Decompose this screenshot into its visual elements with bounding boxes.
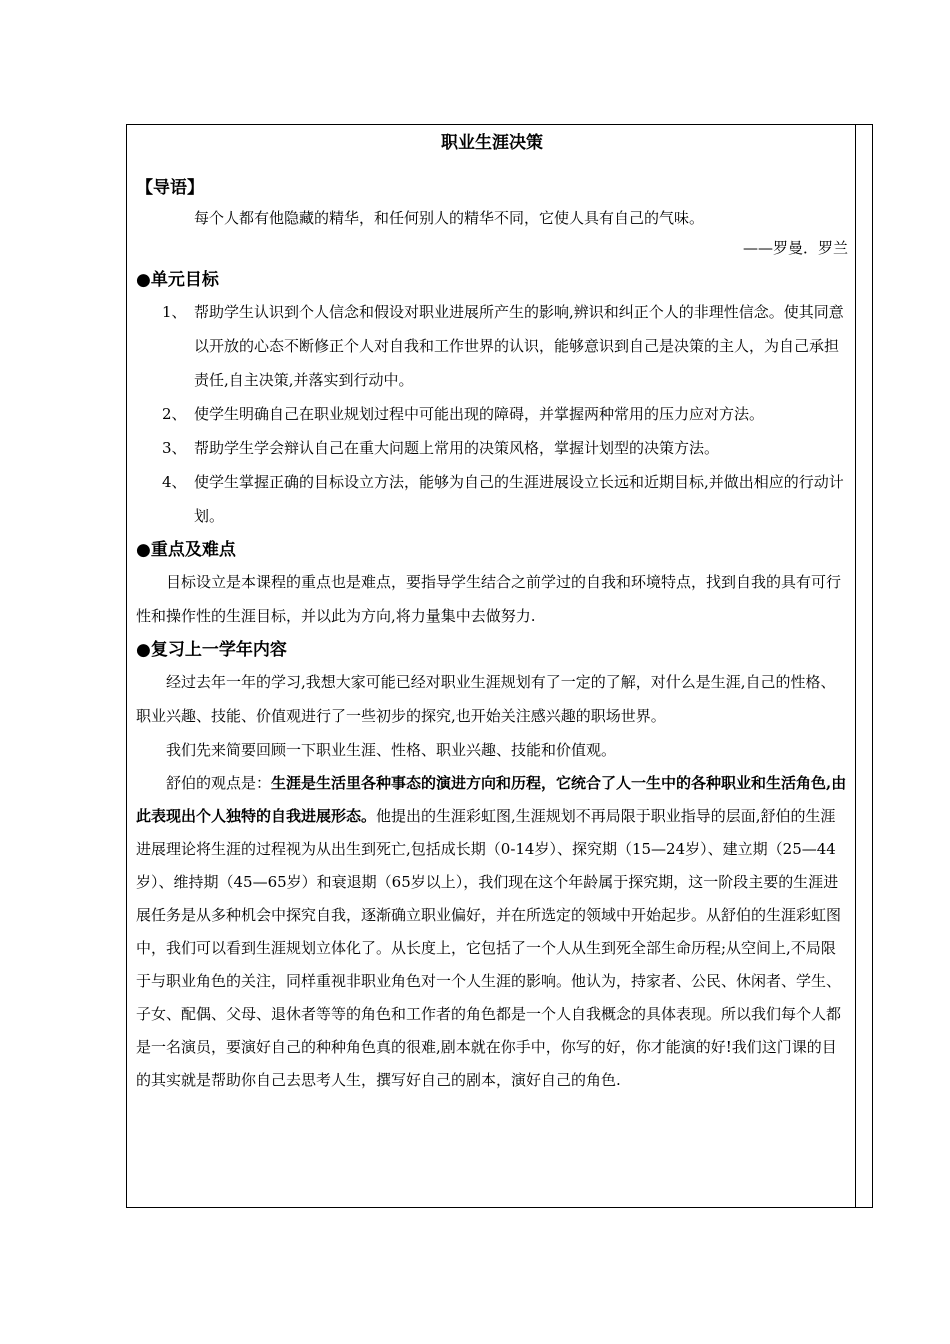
goal-number: 3、 <box>162 439 187 457</box>
goal-number: 4、 <box>162 473 187 491</box>
review-paragraph-1: 经过去年一年的学习,我想大家可能已经对职业生涯规划有了一定的了解，对什么是生涯,自己的性格、职业兴趣、技能、价值观进行了一些初步的探究,也开始关注感兴趣的职场世界。 <box>136 673 836 725</box>
review-paragraph-3 <box>136 767 848 1097</box>
goal-text: 帮助学生认识到个人信念和假设对职业进展所产生的影响,辨识和纠正个人的非理性信念。使其同意以开放的心态不断修正个人对自我和工作世界的认识，能够意识到自己是决策的主人，为自己承担责任,自主决策,并落实到行动中。 <box>194 303 844 389</box>
page-title: 职业生涯决策 <box>441 133 543 153</box>
review-paragraph-2: 我们先来简要回顾一下职业生涯、性格、职业兴趣、技能和价值观。 <box>166 741 617 759</box>
list-item <box>136 295 848 397</box>
review-p3-lead: 舒伯的观点是： <box>166 774 272 792</box>
goal-text: 帮助学生学会辩认自己在重大问题上常用的决策风格，掌握计划型的决策方法。 <box>194 439 720 457</box>
goal-text: 使学生明确自己在职业规划过程中可能出现的障碍，并掌握两种常用的压力应对方法。 <box>194 405 765 423</box>
list-item <box>136 465 848 533</box>
key-points-text: 目标设立是本课程的重点也是难点，要指导学生结合之前学过的自我和环境特点，找到自我的具有可行性和操作性的生涯目标，并以此为方向,将力量集中去做努力. <box>136 573 842 625</box>
quote-author: ——罗曼．罗兰 <box>742 239 848 257</box>
intro-heading: 【导语】 <box>136 178 204 198</box>
goal-number: 1、 <box>162 303 187 321</box>
goals-list <box>136 295 848 533</box>
document-content <box>136 124 848 1097</box>
table-column-divider <box>855 124 856 1208</box>
review-p3-emphasis: 生涯是生活里各种事态的演进方向和历程，它统合了人一生中的各种职业和生活角色,由此表现出个人独特的自我进展形态。 <box>136 774 847 825</box>
intro-quote: 每个人都有他隐藏的精华，和任何别人的精华不同，它使人具有自己的气味。 <box>194 209 705 227</box>
list-item <box>136 397 848 431</box>
goal-number: 2、 <box>162 405 187 423</box>
key-points-heading: ●重点及难点 <box>136 540 236 560</box>
review-heading: ●复习上一学年内容 <box>136 640 287 660</box>
goals-heading: ●单元目标 <box>136 270 219 290</box>
goal-text: 使学生掌握正确的目标设立方法，能够为自己的生涯进展设立长远和近期目标,并做出相应的行动计划。 <box>194 473 844 525</box>
review-p3-body: 他提出的生涯彩虹图,生涯规划不再局限于职业指导的层面,舒伯的生涯进展理论将生涯的过程视为从出生到死亡,包括成长期（0-14岁）、探究期（15—24岁）、建立期（25—44岁）、维持期（45—65岁）和衰退期（65岁以上），我们现在这个年龄属于探究期，这一阶段主要的生涯进展任务是从多种机会中探究自我，逐渐确立职业偏好，并在所选定的领域中开始起步。从舒伯的生涯彩虹图中，我们可以看到生涯规划立体化了。从长度上，它包括了一个人从生到死全部生命历程;从空间上,不局限于与职业角色的关注，同样重视非职业角色对一个人生涯的影响。他认为，持家者、公民、休闲者、学生、子女、配偶、父母、退休者等等的角色和工作者的角色都是一个人自我概念的具体表现。所以我们每个人都是一名演员，要演好自己的种种角色真的很难,剧本就在你手中，你写的好，你才能演的好!我们这门课的目的其实就是帮助你自己去思考人生，撰写好自己的剧本，演好自己的角色. <box>136 807 842 1089</box>
list-item <box>136 431 848 465</box>
